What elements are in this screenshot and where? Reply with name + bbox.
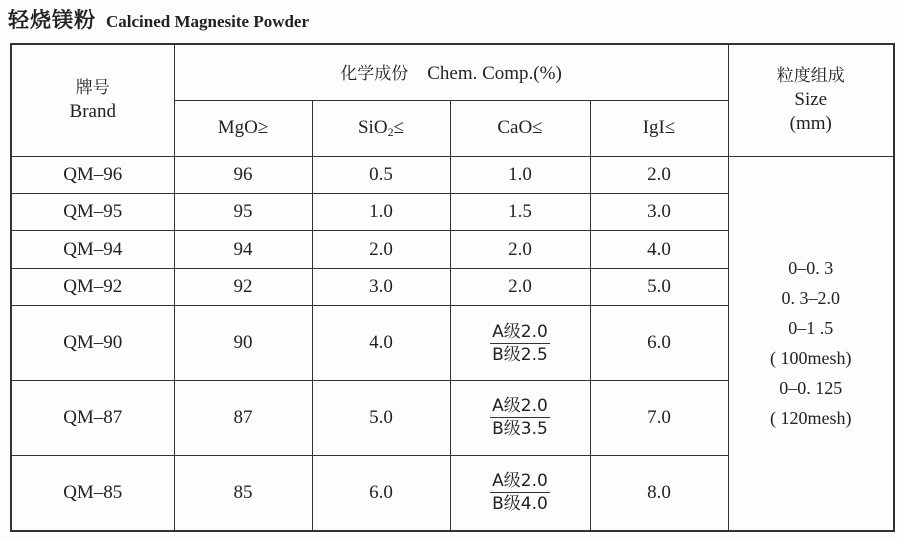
cao-grade-b: B级2.5 [492,344,548,365]
igi-cell: 7.0 [590,380,728,455]
brand-cell: QM–95 [11,193,174,230]
cao-header: CaO≤ [450,100,590,156]
spec-table [10,43,895,532]
table-row [11,156,894,193]
mgo-cell: 96 [174,156,312,193]
size-header-en: Size [794,89,828,111]
mgo-cell: 94 [174,231,312,268]
brand-header-cn: 牌号 [75,78,110,99]
sio2-cell: 6.0 [312,455,450,531]
page-title [8,4,309,34]
chem-header-en: Chem. Comp.(%) [427,63,562,85]
size-cell [728,156,894,531]
mgo-header: MgO≥ [174,100,312,156]
size-line: 0–1 .5 [788,318,834,339]
igi-cell: 6.0 [590,306,728,381]
igi-cell: 3.0 [590,193,728,230]
sio2-cell: 2.0 [312,231,450,268]
cao-grade-a: A级2.0 [492,321,548,342]
brand-cell: QM–87 [11,380,174,455]
brand-cell: QM–90 [11,306,174,381]
brand-cell: QM–85 [11,455,174,531]
size-line: ( 100mesh) [770,348,852,369]
size-line: 0–0. 3 [788,258,834,279]
mgo-cell: 92 [174,268,312,305]
sio2-cell: 0.5 [312,156,450,193]
size-line: 0–0. 125 [779,378,843,399]
sio2-cell: 3.0 [312,268,450,305]
chem-comp-header [174,44,728,100]
igi-cell: 8.0 [590,455,728,531]
igi-cell: 4.0 [590,231,728,268]
chem-header-cn: 化学成份 [340,64,409,85]
cao-cell: 2.0 [450,268,590,305]
mgo-cell: 87 [174,380,312,455]
cao-cell [450,380,590,455]
cao-cell [450,306,590,381]
mgo-cell: 85 [174,455,312,531]
cao-grade-fraction [490,395,550,440]
title-chinese: 轻烧镁粉 [8,8,96,32]
brand-cell: QM–92 [11,268,174,305]
cao-cell: 1.5 [450,193,590,230]
cao-cell [450,455,590,531]
sio2-cell: 4.0 [312,306,450,381]
igi-cell: 5.0 [590,268,728,305]
brand-header-en: Brand [69,101,116,123]
title-english: Calcined Magnesite Powder [106,12,310,31]
cao-grade-a: A级2.0 [492,396,548,417]
size-header [728,44,894,156]
brand-cell: QM–96 [11,156,174,193]
brand-header [11,44,174,156]
size-line: ( 120mesh) [770,408,852,429]
mgo-cell: 90 [174,306,312,381]
cao-grade-b: B级3.5 [492,419,548,440]
mgo-cell: 95 [174,193,312,230]
igi-header: IgI≤ [590,100,728,156]
header-row-1 [11,44,894,100]
size-header-cn: 粒度组成 [776,66,845,87]
sio2-header: SiO$_2$≤ [312,100,450,156]
cao-grade-a: A级2.0 [492,471,548,492]
cao-grade-fraction [490,321,550,366]
cao-grade-b: B级4.0 [492,494,548,515]
size-header-unit: (mm) [789,113,832,135]
cao-cell: 2.0 [450,231,590,268]
sio2-cell: 5.0 [312,380,450,455]
cao-cell: 1.0 [450,156,590,193]
igi-cell: 2.0 [590,156,728,193]
cao-grade-fraction [490,470,550,515]
brand-cell: QM–94 [11,231,174,268]
size-line: 0. 3–2.0 [781,288,841,309]
sio2-cell: 1.0 [312,193,450,230]
